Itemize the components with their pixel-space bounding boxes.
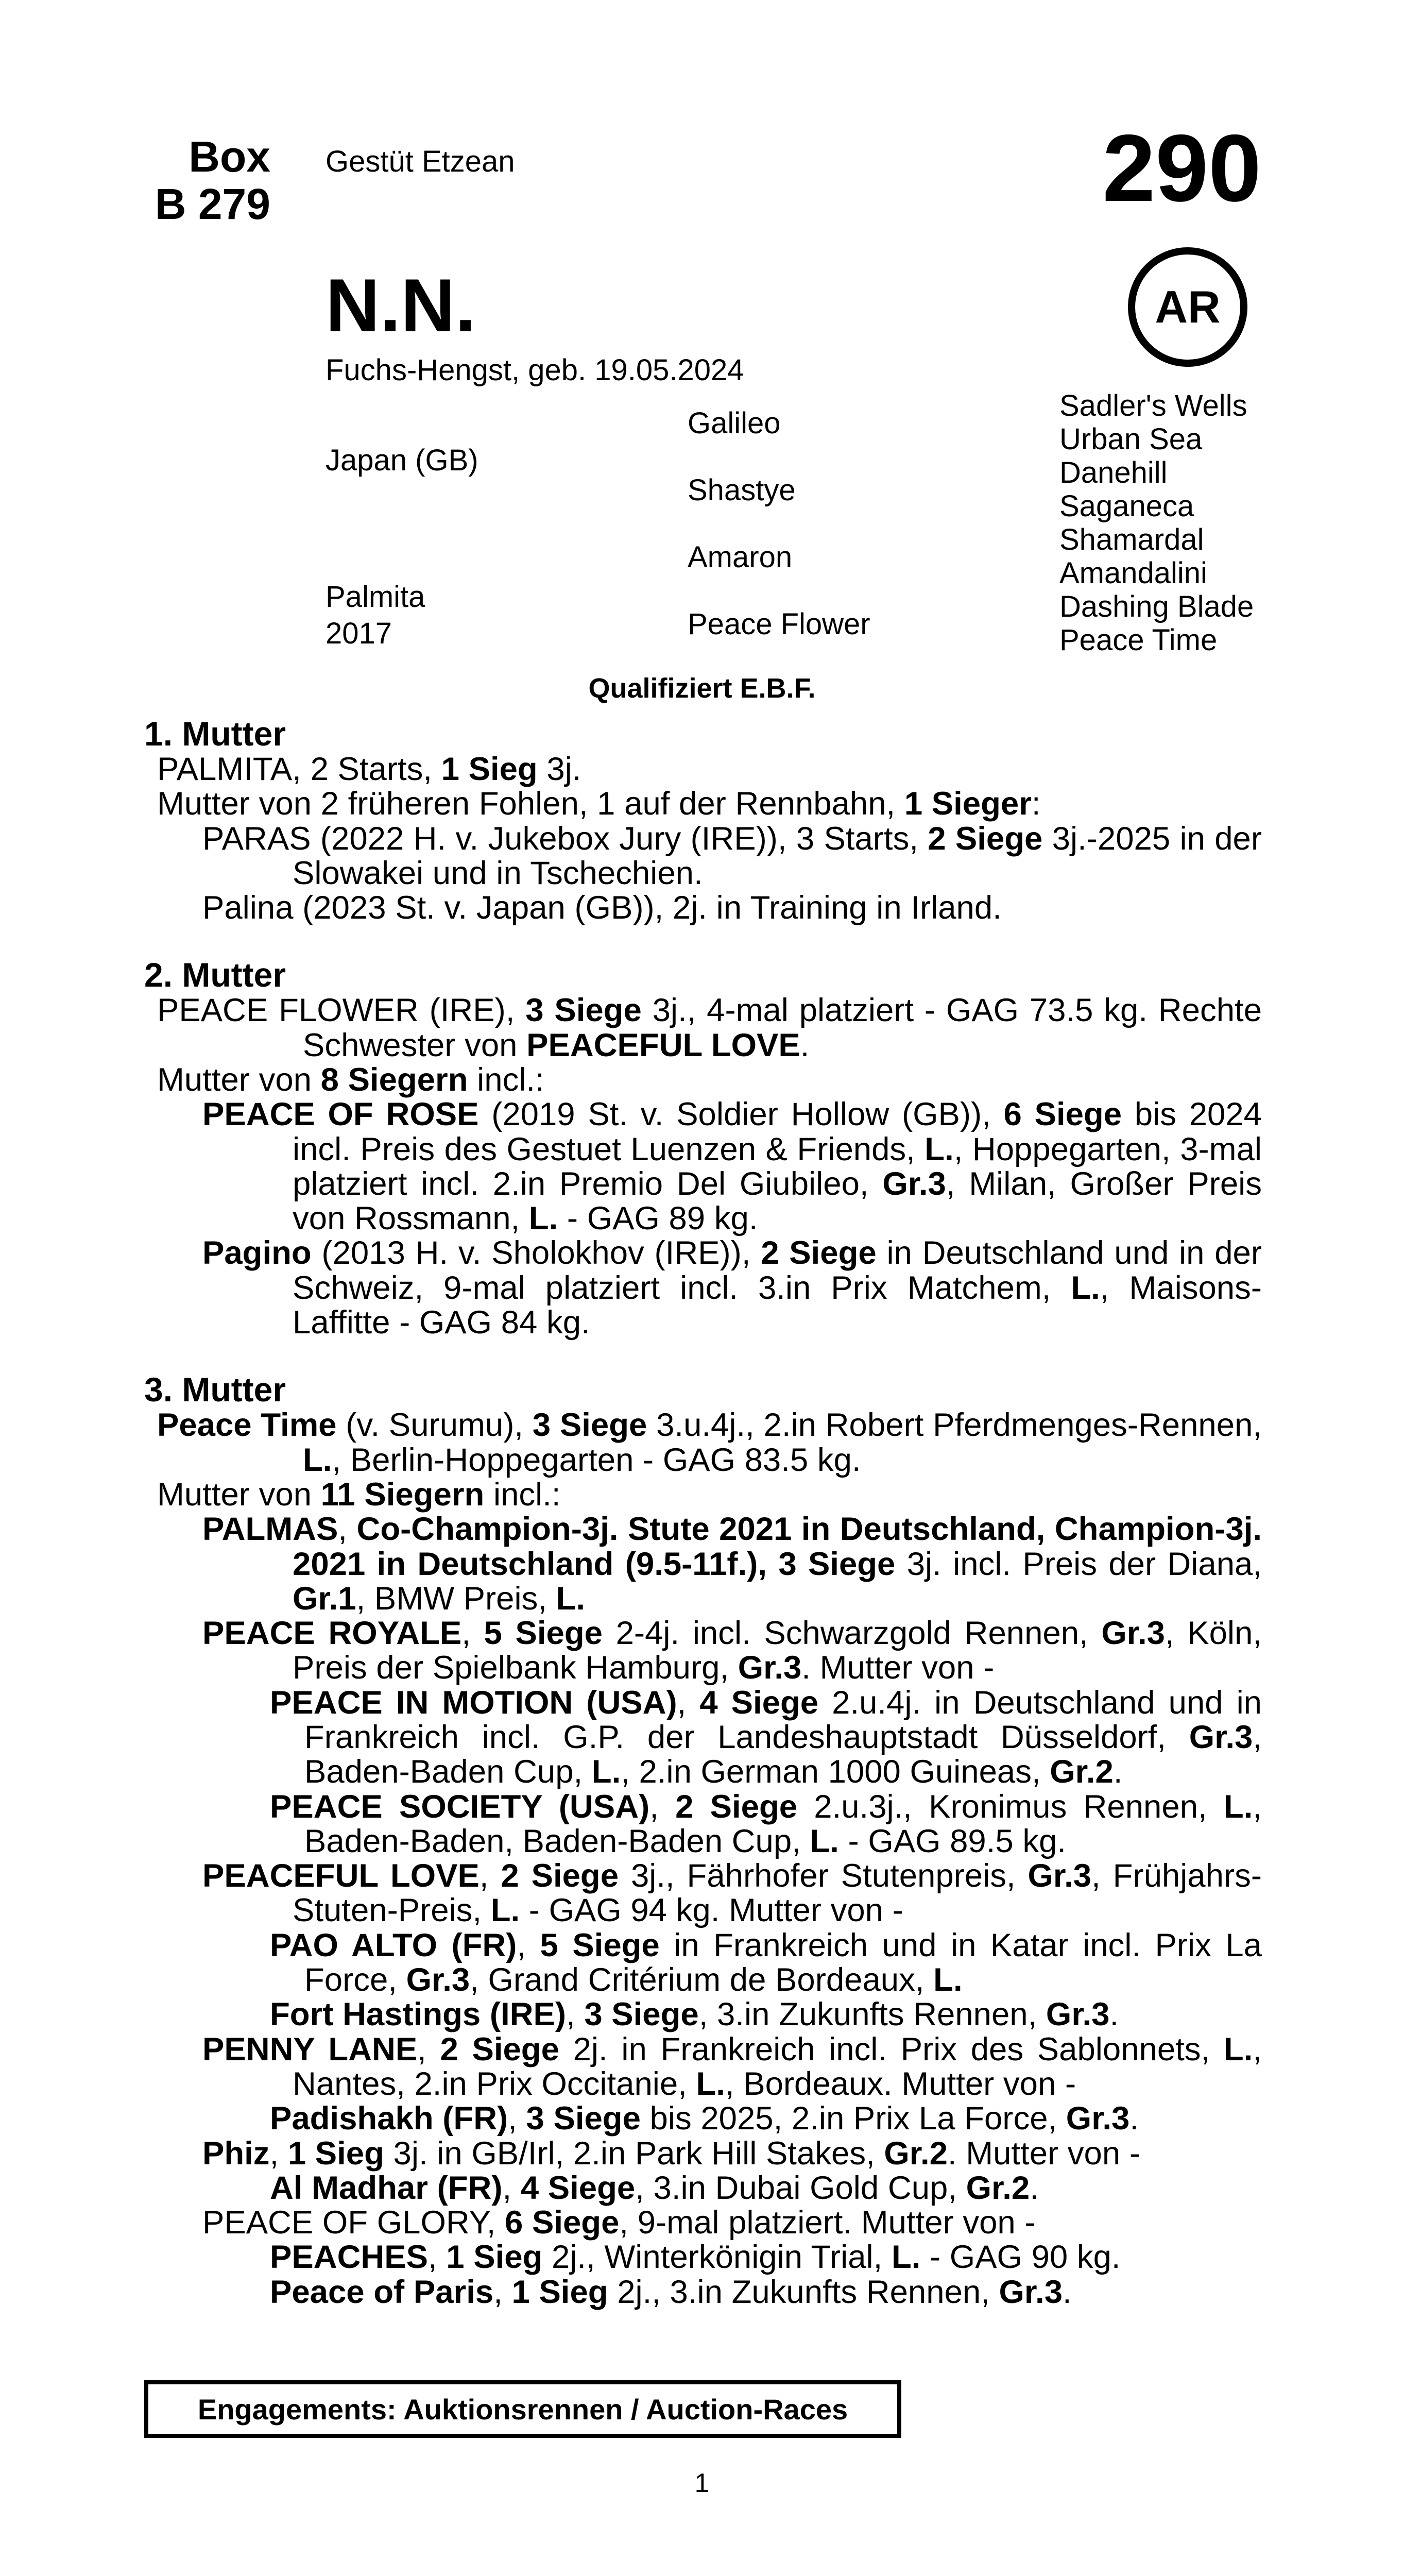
pedigree-gen2-item: Amaron	[688, 540, 793, 574]
grand-produce-entry: Padishakh (FR), 3 Siege bis 2025, 2.in Prix La Force, Gr.3.	[270, 2100, 1139, 2137]
produce-entry: PARAS (2022 H. v. Jukebox Jury (IRE)), 3 Starts, 2 Siege 3j.-2025 in der Slowakei und in Tschechien.	[202, 820, 1262, 891]
pedigree-dam: Palmita	[326, 580, 425, 614]
pedigree-gen3-item: Saganeca	[1059, 489, 1194, 523]
pedigree-gen3-item: Sadler's Wells	[1059, 389, 1247, 422]
box-label	[155, 133, 270, 228]
produce-entry: Palina (2023 St. v. Japan (GB)), 2j. in Training in Irland.	[202, 890, 1002, 926]
produce-entry: PALMAS, Co-Champion-3j. Stute 2021 in Deutschland, Champion-3j. 2021 in Deutschland (9.5-11f.), 3 Siege 3j. incl. Preis der Diana, Gr.1, BMW Preis, L.	[202, 1511, 1262, 1617]
pedigree-gen3-item: Danehill	[1059, 456, 1168, 489]
grand-produce-entry: PEACHES, 1 Sieg 2j., Winterkönigin Trial, L. - GAG 90 kg.	[270, 2239, 1121, 2276]
pedigree-gen3-item: Dashing Blade	[1059, 590, 1254, 623]
produce-entry: PEACE OF GLORY, 6 Siege, 9-mal platziert. Mutter von -	[202, 2205, 1036, 2241]
breeder: Gestüt Etzean	[326, 145, 515, 178]
pedigree-gen3-item: Peace Time	[1059, 623, 1218, 657]
section-heading: 3. Mutter	[144, 1370, 286, 1409]
produce-intro: Mutter von 8 Siegern incl.:	[157, 1061, 544, 1098]
produce-entry: PEACE OF ROSE (2019 St. v. Soldier Hollow (GB)), 6 Siege bis 2024 incl. Preis des Gestuet Luenzen & Friends, L., Hoppegarten, 3-mal platziert incl. 2.in Premio Del Giubileo, Gr.3, Milan, Großer Preis von Rossmann, L. - GAG 89 kg.	[202, 1096, 1262, 1237]
dam-line: Peace Time (v. Surumu), 3 Siege 3.u.4j., 2.in Robert Pferdmenges-Rennen, L., Berlin-Hoppegarten - GAG 83.5 kg.	[157, 1407, 1262, 1478]
section-heading: 1. Mutter	[144, 715, 286, 753]
horse-description: Fuchs-Hengst, geb. 19.05.2024	[326, 353, 744, 387]
pedigree-gen3-item: Shamardal	[1059, 523, 1204, 556]
pedigree-sire: Japan (GB)	[326, 444, 478, 477]
produce-intro: Mutter von 2 früheren Fohlen, 1 auf der Rennbahn, 1 Sieger:	[157, 786, 1041, 822]
box-label-line2: B 279	[155, 180, 270, 229]
grand-produce-entry: Al Madhar (FR), 4 Siege, 3.in Dubai Gold Cup, Gr.2.	[270, 2170, 1039, 2206]
pedigree-gen2-item: Peace Flower	[688, 607, 870, 641]
grand-produce-entry: PEACE SOCIETY (USA), 2 Siege 2.u.3j., Kronimus Rennen, L., Baden-Baden, Baden-Baden Cup, L. - GAG 89.5 kg.	[270, 1788, 1262, 1859]
produce-entry: PENNY LANE, 2 Siege 2j. in Frankreich incl. Prix des Sablonnets, L., Nantes, 2.in Prix Occitanie, L., Bordeaux. Mutter von -	[202, 2031, 1262, 2102]
lot-number: 290	[1102, 115, 1261, 222]
produce-entry: Pagino (2013 H. v. Sholokhov (IRE)), 2 Siege in Deutschland und in der Schweiz, 9-mal platziert incl. 3.in Prix Matchem, L., Maisons-Laffitte - GAG 84 kg.	[202, 1235, 1262, 1341]
grand-produce-entry: PEACE IN MOTION (USA), 4 Siege 2.u.4j. in Deutschland und in Frankreich incl. G.P. der Landeshauptstadt Düsseldorf, Gr.3, Baden-Baden Cup, L., 2.in German 1000 Guineas, Gr.2.	[270, 1684, 1262, 1790]
horse-name: N.N.	[326, 263, 476, 347]
pedigree-gen2-item: Galileo	[688, 406, 781, 440]
pedigree-gen2-item: Shastye	[688, 473, 796, 507]
produce-entry: PEACE ROYALE, 5 Siege 2-4j. incl. Schwarzgold Rennen, Gr.3, Köln, Preis der Spielbank Hamburg, Gr.3. Mutter von -	[202, 1615, 1262, 1686]
grand-produce-entry: Fort Hastings (IRE), 3 Siege, 3.in Zukunfts Rennen, Gr.3.	[270, 1996, 1119, 2033]
engagements-box: Engagements: Auktionsrennen / Auction-Races	[144, 2380, 901, 2438]
ar-badge: AR	[1128, 247, 1247, 367]
dam-line: PALMITA, 2 Starts, 1 Sieg 3j.	[157, 751, 581, 787]
produce-entry: Phiz, 1 Sieg 3j. in GB/Irl, 2.in Park Hill Stakes, Gr.2. Mutter von -	[202, 2135, 1140, 2172]
pedigree-dam-year: 2017	[326, 617, 392, 650]
pedigree-gen3-item: Urban Sea	[1059, 422, 1203, 456]
pedigree-gen3-item: Amandalini	[1059, 556, 1207, 590]
grand-produce-entry: PAO ALTO (FR), 5 Siege in Frankreich und in Katar incl. Prix La Force, Gr.3, Grand Critérium de Bordeaux, L.	[270, 1927, 1262, 1998]
box-label-line1: Box	[189, 132, 270, 181]
grand-produce-entry: Peace of Paris, 1 Sieg 2j., 3.in Zukunfts Rennen, Gr.3.	[270, 2274, 1072, 2310]
produce-intro: Mutter von 11 Siegern incl.:	[157, 1476, 561, 1513]
catalogue-body	[144, 716, 1262, 2310]
produce-entry: PEACEFUL LOVE, 2 Siege 3j., Fährhofer Stutenpreis, Gr.3, Frühjahrs-Stuten-Preis, L. - GAG 94 kg. Mutter von -	[202, 1858, 1262, 1929]
dam-line: PEACE FLOWER (IRE), 3 Siege 3j., 4-mal platziert - GAG 73.5 kg. Rechte Schwester von PEACEFUL LOVE.	[157, 992, 1262, 1063]
page-number: 1	[694, 2468, 710, 2498]
qualification: Qualifiziert E.B.F.	[588, 673, 816, 704]
section-heading: 2. Mutter	[144, 956, 286, 994]
